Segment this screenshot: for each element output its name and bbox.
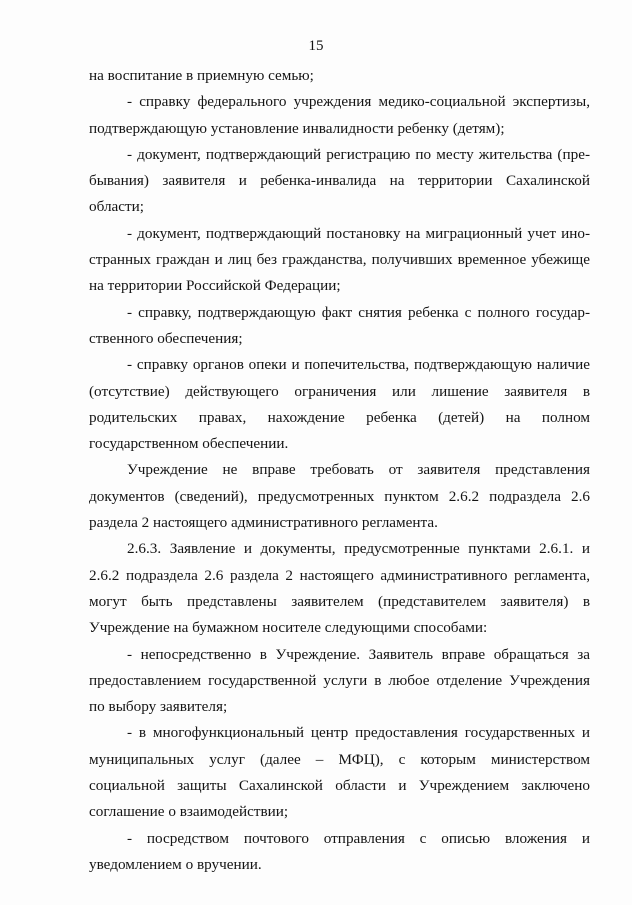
- paragraph-7: Учреждение не вправе требовать от заявителя представления документов (сведений), предусмотренных пунктом 2.6.2 подраздела 2.6 раздела 2 настоящего административного регламента.: [89, 461, 590, 532]
- paragraph-5: - справку, подтверждающую факт снятия ребенка с полного государственного обеспечения;: [89, 303, 590, 347]
- paragraph-10: - в многофункциональный центр предоставления государственных и муниципальных услуг (далее – МФЦ), с которым министерством социальной защиты Сахалинской области и Учреждением заключено соглашение о взаимодействии;: [89, 724, 590, 821]
- paragraph-9: - непосредственно в Учреждение. Заявитель вправе обращаться за предоставлением государственной услуги в любое отделение Учреждения по выбору заявителя;: [89, 645, 590, 716]
- paragraph-2: - справку федерального учреждения медико-социальной экспертизы, подтверждающую установление инвалидности ребенку (детям);: [89, 93, 590, 137]
- paragraph-11: - посредством почтового отправления с описью вложения и уведомлением о вручении.: [89, 829, 590, 873]
- paragraph-1: на воспитание в приемную семью;: [89, 67, 314, 84]
- paragraph-4: - документ, подтверждающий постановку на миграционный учет иностранных граждан и лиц без гражданства, получивших временное убежище на территории Российской Федерации;: [89, 224, 590, 295]
- paragraph-8: 2.6.3. Заявление и документы, предусмотренные пунктами 2.6.1. и 2.6.2 подраздела 2.6 раздела 2 настоящего административного регламента, могут быть представлены заявителем (представителем заявителя) в Учреждение на бумажном носителе следующими способами:: [89, 540, 590, 637]
- document-body: [89, 63, 590, 878]
- page-number: 15: [308, 38, 324, 54]
- paragraph-6: - справку органов опеки и попечительства, подтверждающую наличие (отсутствие) действующего ограничения или лишение заявителя в родительских правах, нахождение ребенка (детей) на полном государственном обеспечении.: [89, 356, 590, 453]
- paragraph-3: - документ, подтверждающий регистрацию по месту жительства (пребывания) заявителя и ребенка-инвалида на территории Сахалинской области;: [89, 145, 590, 216]
